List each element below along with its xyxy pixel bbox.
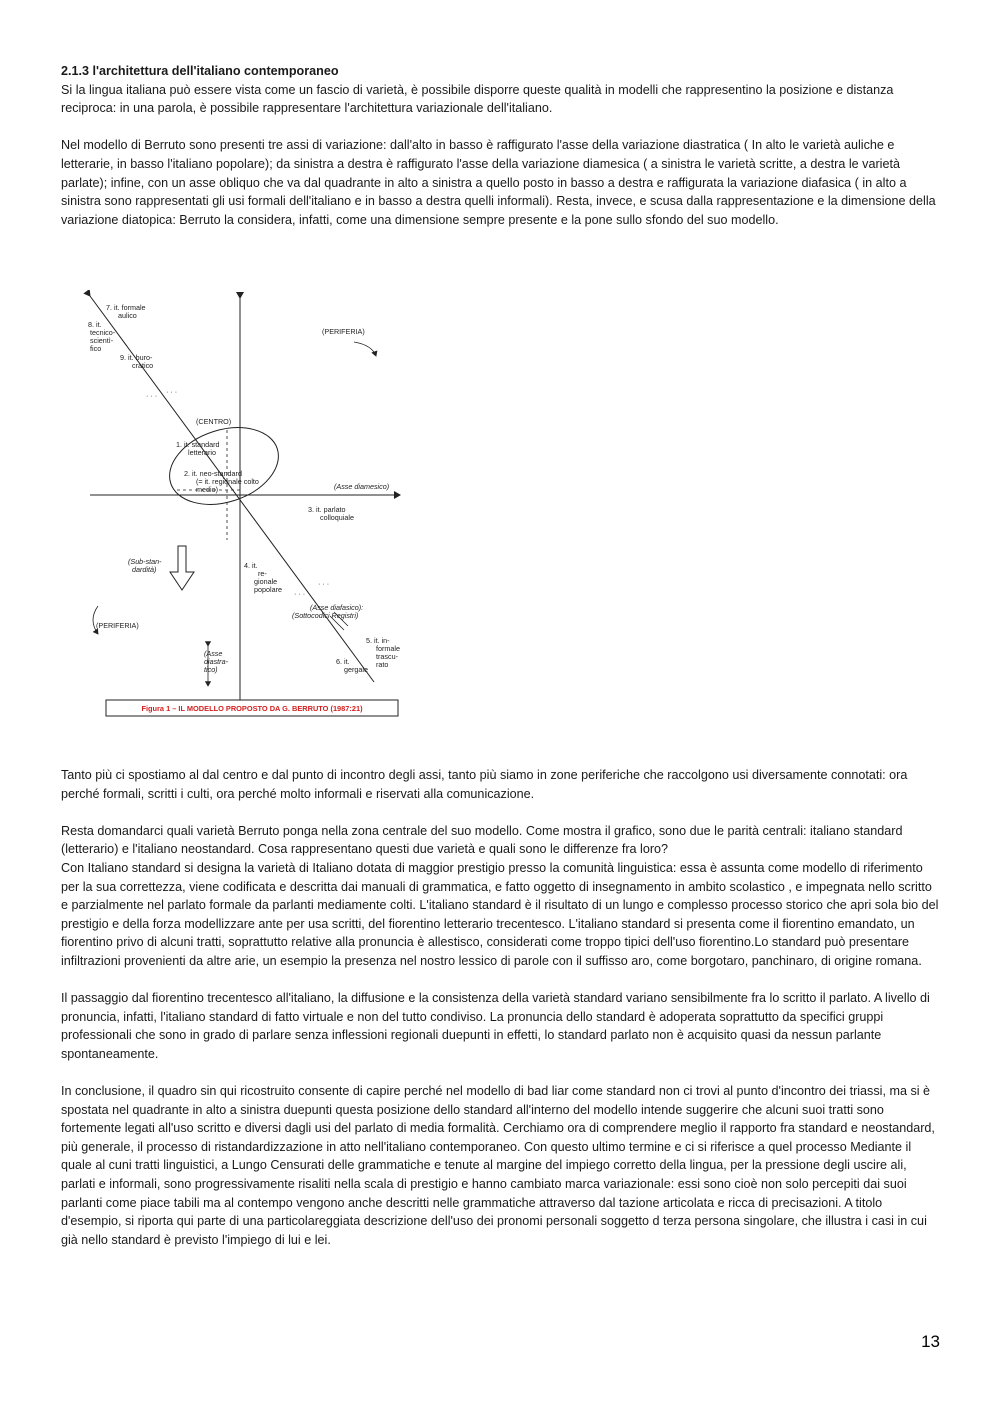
page-number: 13 [921,1332,940,1351]
label-5c: trascu- [376,652,398,661]
label-3a: 3. it. parlato [308,505,346,514]
label-5d: rato [376,660,389,669]
label-1b: letterario [188,448,216,457]
label-3b: colloquiale [320,513,354,522]
label-8a: 8. it. [88,320,102,329]
label-sottocodici: (Sottocodici Registri) [292,611,359,620]
dots-upper: · · · [166,387,178,396]
berruto-model-diagram [82,290,412,720]
label-4a: 4. it. [244,561,258,570]
label-substandard-a: (Sub-stan- [128,557,162,566]
label-diastratico-c: tico) [204,665,218,674]
label-9a: 9. it. buro- [120,353,153,362]
label-2a: 2. it. neo-standard [184,469,242,478]
label-8b: tecnico- [90,328,116,337]
label-9b: cratico [132,361,154,370]
section-top [61,62,941,248]
label-5b: formale [376,644,400,653]
section-heading: 2.1.3 l'architettura dell'italiano contemporaneo [61,64,339,78]
dots-lower: · · · [294,589,306,598]
center-ellipse [160,414,289,517]
label-7b: aulico [118,311,137,320]
dots-lower-right: · · · [318,579,330,588]
body-paragraph-2a: Resta domandarci quali varietà Berruto ponga nella zona centrale del suo modello. Come mostra il grafico, sono due le parità centrali: italiano standard (letterario) e l'italiano neostandard. Cosa rappresentano questi due varietà e quali sono le differenze fra loro? [61,823,903,857]
label-1a: 1. it. standard [176,440,220,449]
label-7a: 7. it. formale [106,303,146,312]
label-substandard-b: dardità) [132,565,157,574]
label-8d: fico [90,344,102,353]
label-2b: (= it. regionale colto [196,477,259,486]
label-periferia-bottom: (PERIFERIA) [96,621,139,630]
berruto-paragraph: Nel modello di Berruto sono presenti tre assi di variazione: dall'alto in basso è raffigurato l'asse della variazione diastratica ( In alto le varietà auliche e letterarie, in basso l'italiano popolare); da sinistra a destra è raffigurato l'asse della variazione diamesica ( a sinistra le varietà scritte, a destra le varietà parlate); infine, con un asse obliquo che va dal quadrante in alto a sinistra a quello posto in basso a destra e raffigurata la variazione diafasica ( in alto a sinistra sono rappresentati gli usi formali dell'italiano e in basso a destra quelli informali). Resta, invece, e scusa dalla rappresentazione e la dimensione della variazione diatopica: Berruto la considera, infatti, come una dimensione sempre presente e la pone sullo sfondo del suo modello. [61,138,936,227]
label-diastratico-b: diastra- [204,657,228,666]
label-periferia-top: (PERIFERIA) [322,327,365,336]
label-6b: gergale [344,665,368,674]
intro-paragraph: Si la lingua italiana può essere vista come un fascio di varietà, è possibile disporre queste qualità in modelli che rappresentino la posizione e distanza reciproca: in una parola, è possibile rappresentare l'architettura variazionale dell'italiano. [61,82,894,116]
periphery-top-arrow [354,342,376,356]
label-4d: popolare [254,585,282,594]
figure-caption: Figura 1 – IL MODELLO PROPOSTO DA G. BERRUTO (1987:21) [141,704,363,713]
label-4c: gionale [254,577,278,586]
berruto-model-figure [82,290,412,720]
label-asse-diamesico: (Asse diamesico) [334,482,390,491]
label-centro: (CENTRO) [196,417,232,426]
label-8c: scientì- [90,336,114,345]
label-asse-diafasico: (Asse diafasico): [310,603,364,612]
dots-upper-left: · · · [146,391,158,400]
label-2c: medio) [196,485,218,494]
label-diastratico-a: (Asse [204,649,223,658]
body-paragraph-2b: Con Italiano standard si designa la varietà di Italiano dotata di maggior prestigio presso la comunità linguistica: essa è assunta come modello di riferimento per la sua correttezza, viene codificata e descritta dai manuali di grammatica, e fatto oggetto di insegnamento in ambito scolastico , e impegnata nello scritto e parzialmente nel parlato formale da parlanti mediamente colti. L'italiano standard è il risultato di un lungo e complesso processo storico che apri sola bio del prestigio e della forza modellizzare ante per usa scritti, del fiorentino letterario trecentesco. L'italiano standard si presenta come il fiorentino emandato, un fiorentino privo di alcuni tratti, soprattutto relative alla pronuncia è allestisco, considerati come troppo tipici dell'uso fiorentino.Lo standard può presentare infiltrazioni provenienti da altre arie, un esempio la presenza nel nostro lessico di parole con il suffisso aro, come borgotaro, panchinaro, di origine romana. [61,860,939,968]
body-paragraph-1: Tanto più ci spostiamo al dal centro e dal punto di incontro degli assi, tanto più siamo in zone periferiche che raccolgono usi diversamente connotati: ora perché formali, scritti i culti, ora perché molto informali e riservati alla comunicazione. [61,768,908,801]
substandard-arrow [170,546,194,590]
body-paragraph-4: In conclusione, il quadro sin qui ricostruito consente di capire perché nel modello di bad liar come standard non ci trovi al punto d'incontro dei triassi, ma si è spostata nel quadrante in alto a sinistra duepunti questa posizione dello standard all'interno del modello intende suggerire che alcuni suoi tratti sono fortemente legati all'uso scritto e diversi dagli usi del parlato di media formalità. Cerchiamo ora di comprendere meglio il rapporto fra standard e neostandard, più generale, il processo di ristandardizzazione in atto nell'italiano contemporaneo. Con questo ultimo termine e ci si riferisce a quel processo Mediante il quale al cuni tratti linguistici, a Lungo Censurati delle grammatiche e tenute al margine del impiego corretto della lingua, per la pressione degli uscire ali, parlati e informali, sono progressivamente risaliti nella scala di prestigio e hanno cambiato marca variazionale: essi sono cioè non solo percepiti dai suoi parlanti come piace tabili ma al contempo vengono anche descritti nelle grammatiche attraverso dal tazione articolata e ricca di precisazioni. A titolo d'esempio, si riporta qui parte di una particolareggiata descrizione dell'uso dei pronomi personali soggetto d terza persona singolare, che illustra i casi in cui già nello standard è previsto l'impiego di lui e lei. [61,1084,935,1247]
body-paragraph-3: Il passaggio dal fiorentino trecentesco all'italiano, la diffusione e la consistenza della varietà standard variano sensibilmente fra lo scritto il parlato. A livello di pronuncia, infatti, l'italiano standard di fatto virtuale e non del tutto condiviso. La pronuncia dello standard è adoperata soprattutto da specifici gruppi professionali che sono in grado di parlare senza inflessioni regionali duepunti in effetti, lo standard parlato non è acquisito quasi da nessun parlante spontaneamente. [61,991,930,1061]
section-body [61,766,941,1268]
label-6a: 6. it. [336,657,350,666]
label-4b: re- [258,569,267,578]
label-5a: 5. it. in- [366,636,390,645]
